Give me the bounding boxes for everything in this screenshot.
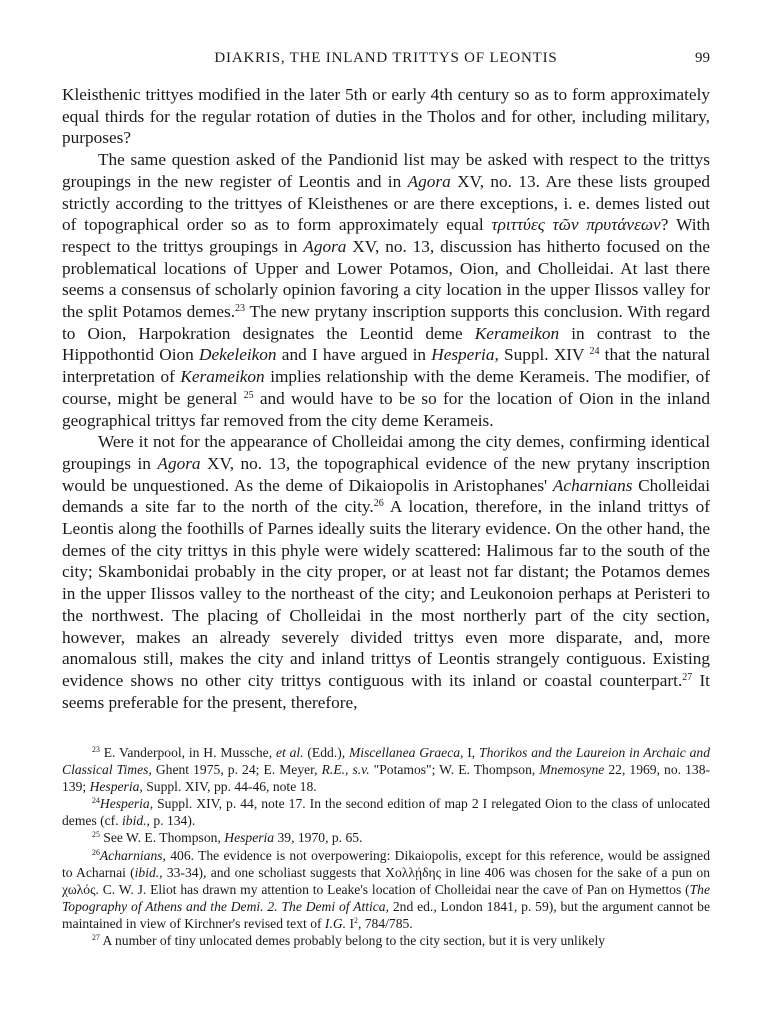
- italic-kerameikon: Kerameikon: [474, 323, 560, 343]
- footnote-24: $^{24}$Hesperia, Suppl. XIV, p. 44, note 17. In the second edition of map 2 I relegated Oion to the class of unlocated demes (cf. ibid., p. 134).: [62, 796, 710, 829]
- footnote-ref-27: 27: [682, 671, 693, 683]
- footnote-ref-23: 23: [235, 302, 246, 314]
- paragraph-2: The same question asked of the Pandionid list may be asked with respect to the trittys groupings in the new register of Leontis and in Agora XV, no. 13. Are these lists grouped strictly according to the trittyes of Kleisthenes or are there exceptions, i. e. demes listed out of topographical order so as to form approximately equal τριττύες τῶν πρυτάνεων? With respect to the trittys groupings in Agora XV, no. 13, discussion has hitherto focused on the problematical locations of Upper and Lower Potamos, Oion, and Cholleidai. At last there seems a consensus of scholarly opinion favoring a city location in the upper Ilissos valley for the split Potamos demes.$^{23}$ The new prytany inscription supports this conclusion. With regard to Oion, Harpokration designates the Leontid deme Kerameikon in contrast to the Hippothontid Oion Dekeleikon and I have argued in Hesperia, Suppl. XIV $^{24}$ that the natural interpretation of Kerameikon implies relationship with the deme Kerameis. The modifier, of course, might be general $^{25}$ and would have to be so for the location of Oion in the inland geographical trittys far removed from the city deme Kerameis.: [62, 150, 711, 430]
- body-text: [62, 84, 710, 713]
- paragraph-3: Were it not for the appearance of Cholleidai among the city demes, confirming identical groupings in Agora XV, no. 13, the topographical evidence of the new prytany inscription would be unquestioned. As the deme of Dikaiopolis in Aristophanes' Acharnians Cholleidai demands a site far to the north of the city.$^{26}$ A location, therefore, in the inland trittys of Leontis along the foothills of Parnes ideally suits the literary evidence. On the other hand, the demes of the city trittys in this phyle were widely scattered: Halimous far to the south of the city; Skambonidai probably in the city proper, or at least not far distant; the Potamos demes in the upper Ilissos valley to the northeast of the city; and Leukonoion perhaps at Peristeri to the northwest. The placing of Cholleidai in the most northerly part of the city section, however, makes an already severely divided trittys even more disparate, and, more anomalous still, makes the city and inland trittys of Leontis strangely contiguous. Existing evidence shows no other city trittys contiguous with its inland or coastal counterpart.$^{27}$ It seems preferable for the present, therefore,: [62, 432, 711, 712]
- greek-word: χωλός: [62, 881, 96, 897]
- italic-agora: Agora: [407, 171, 451, 191]
- paragraph-1: Kleisthenic trittyes modified in the later 5th or early 4th century so as to form approximately equal thirds for the regular rotation of duties in the Tholos and for other, including military, purposes?: [62, 85, 710, 148]
- greek-word: Χολλῄδης: [385, 864, 441, 880]
- italic-kerameikon: Kerameikon: [180, 367, 265, 387]
- italic-hesperia: Hesperia,: [431, 345, 499, 365]
- footnote-23: $^{23}$ E. Vanderpool, in H. Mussche, et al. (Edd.), Miscellanea Graeca, I, Thorikos and the Laureion in Archaic and Classical Times, Ghent 1975, p. 24; E. Meyer, R.E., s.v. "Potamos"; W. E. Thompson, Mnemosyne 22, 1969, no. 138-139; Hesperia, Suppl. XIV, pp. 44-46, note 18.: [62, 745, 711, 795]
- italic-agora: Agora: [303, 236, 347, 256]
- footnote-ref-24: 24: [589, 346, 600, 358]
- italic-acharnians: Acharnians: [552, 475, 633, 495]
- footnotes: [62, 744, 710, 949]
- footnote-25: $^{25}$ See W. E. Thompson, Hesperia 39, 1970, p. 65.: [92, 830, 363, 846]
- running-title: DIAKRIS, THE INLAND TRITTYS OF LEONTIS: [214, 50, 558, 66]
- italic-dekeleikon: Dekeleikon: [198, 345, 277, 365]
- footnote-27: $^{27}$ A number of tiny unlocated demes probably belong to the city section, but it is very unlikely: [92, 933, 606, 949]
- running-header: [62, 50, 710, 70]
- footnote-ref-25: 25: [243, 389, 254, 401]
- footnote-26: $^{26}$Acharnians, 406. The evidence is not overpowering: Dikaiopolis, except for this reference, would be assigned to Acharnai (ibid., 33-34), and one scholiast suggests that Χολλῄδης in line 406 was chosen for the sake of a pun on χωλός. C. W. J. Eliot has drawn my attention to Leake's location of Cholleidai near the cave of Pan on Hymettos (The Topography of Athens and the Demi. 2. The Demi of Attica, 2nd ed., London 1841, p. 59), but the argument cannot be maintained in view of Kirchner's revised text of I.G. $I^2$, 784/785.: [62, 847, 710, 931]
- greek-phrase: τριττύες τῶν πρυτάνεων: [491, 215, 661, 235]
- page-number: 99: [695, 50, 710, 66]
- italic-agora: Agora: [157, 453, 201, 473]
- footnote-ref-26: 26: [373, 498, 384, 510]
